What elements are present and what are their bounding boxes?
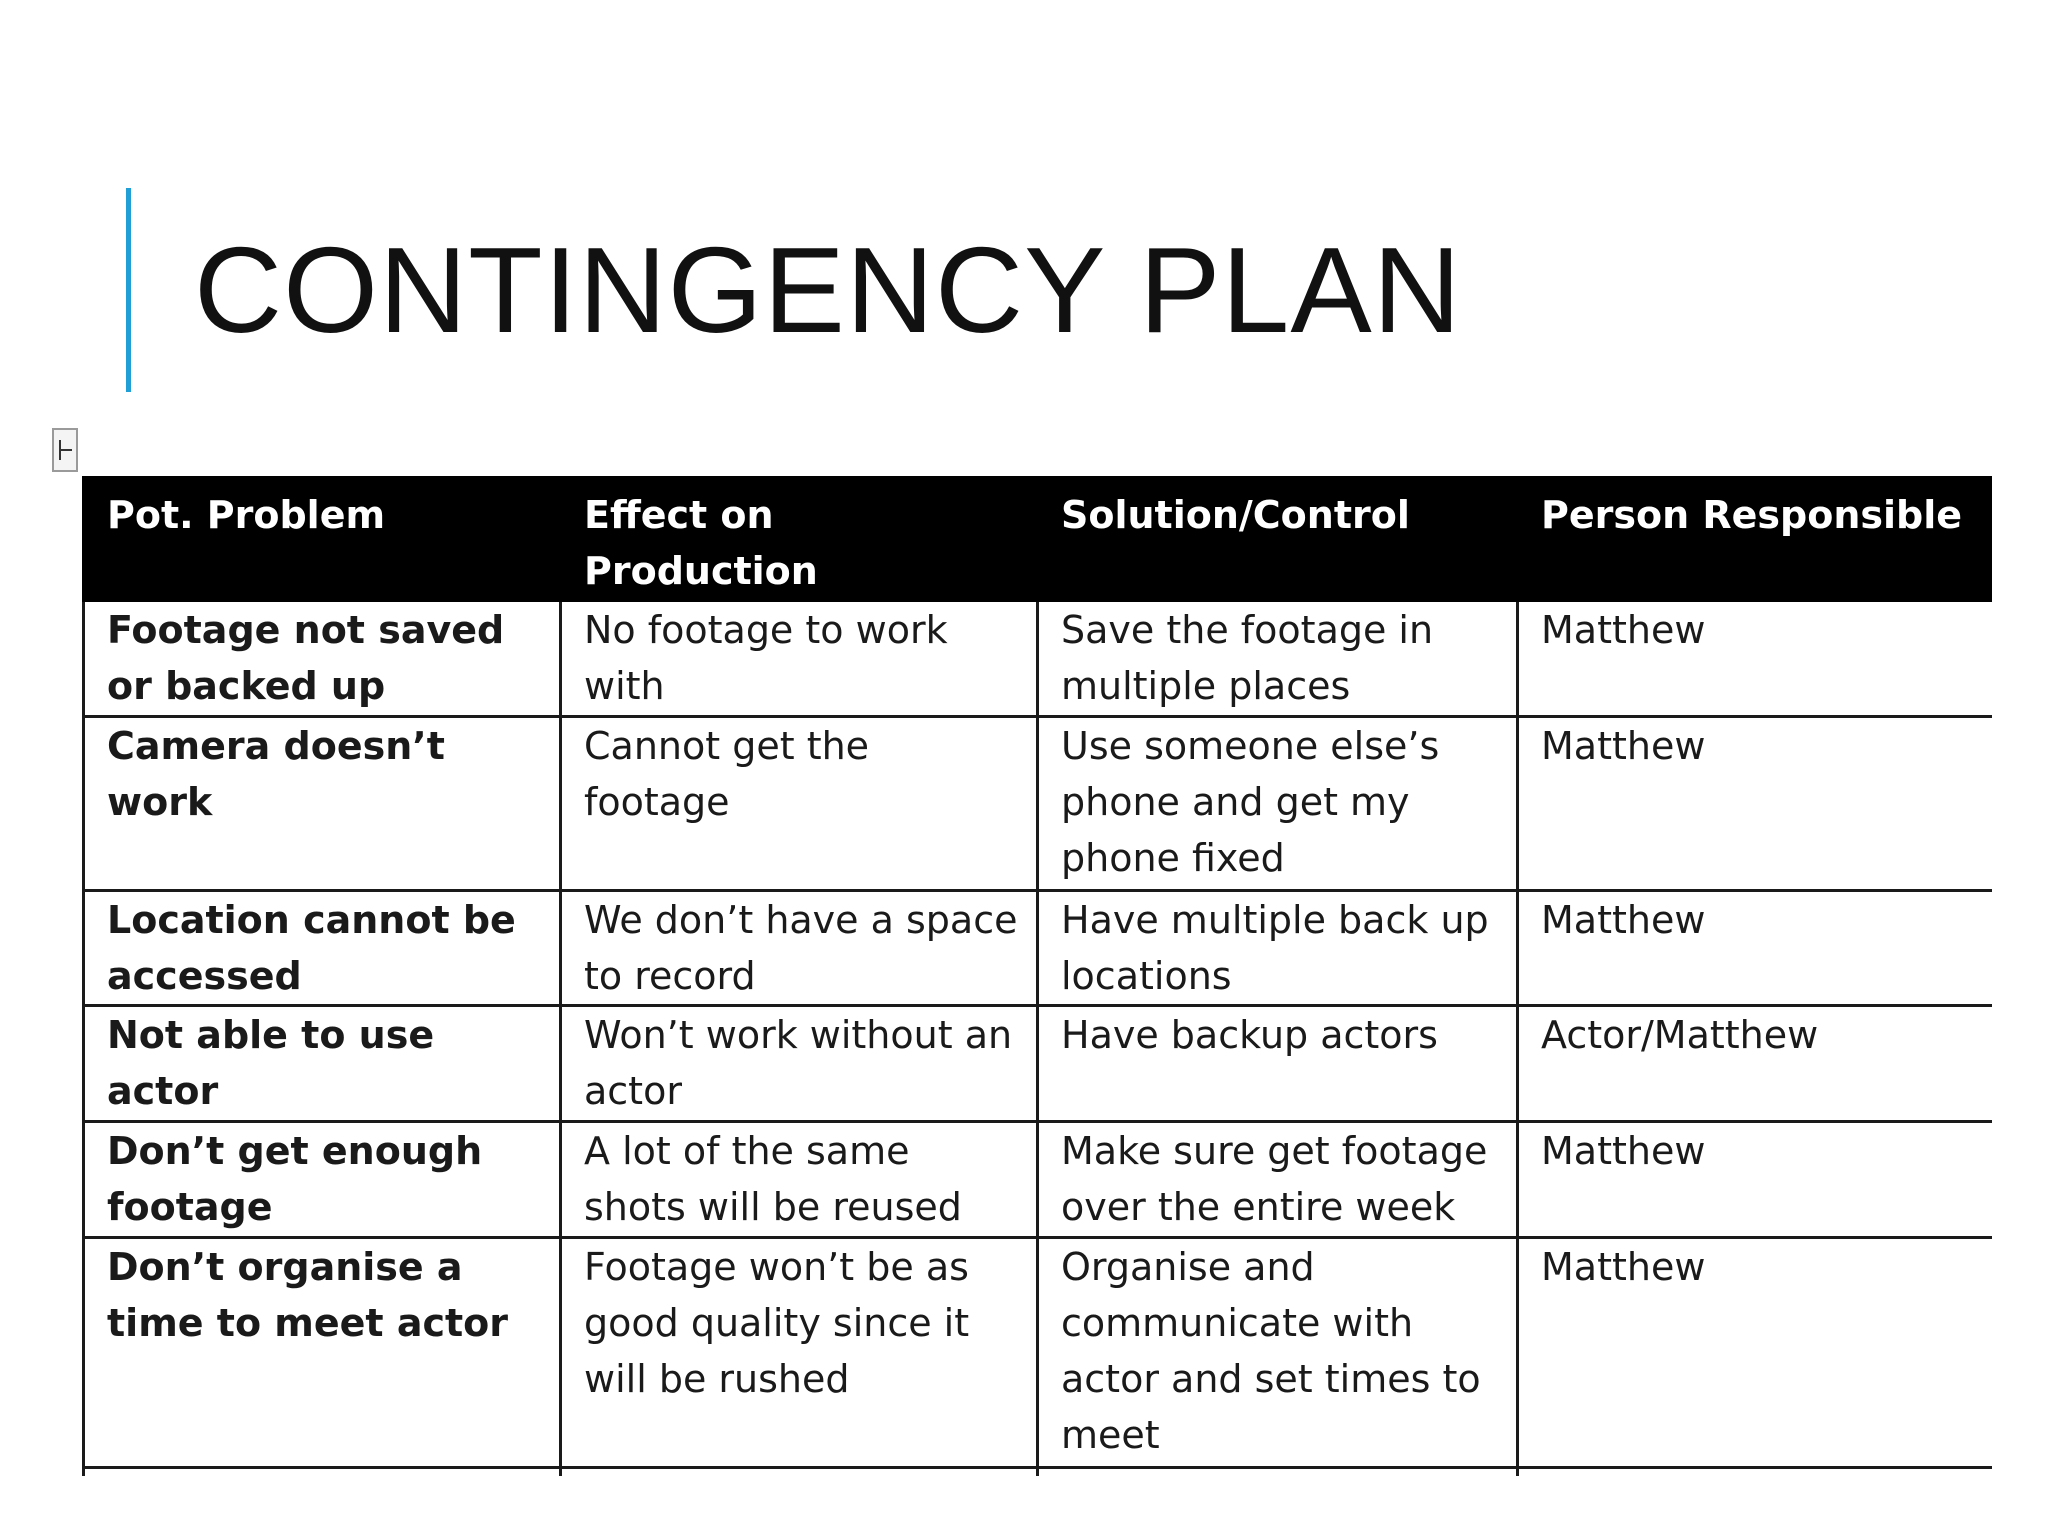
person-cell: Matthew (1518, 717, 1993, 891)
problem-cell: Footage not saved or backed up (84, 601, 561, 717)
problem-cell: Camera doesn’t work (84, 717, 561, 891)
person-cell: Matthew (1518, 1122, 1993, 1238)
solution-cell: Organise and communicate with actor and set times to meet (1038, 1238, 1518, 1468)
table-row-partial (84, 1468, 1993, 1477)
header-effect-on-production: Effect on Production (561, 478, 1038, 601)
table-row (84, 717, 1993, 891)
effect-cell: No footage to work with (561, 601, 1038, 717)
effect-cell: Won’t work without an actor (561, 1006, 1038, 1122)
move-handle-icon (56, 438, 76, 462)
person-cell: Matthew (1518, 891, 1993, 1006)
contingency-table (82, 476, 1992, 1476)
contingency-table-container (82, 476, 1992, 1476)
title-accent-bar (126, 188, 131, 392)
problem-cell: Not able to use actor (84, 1006, 561, 1122)
effect-cell: Footage won’t be as good quality since it will be rushed (561, 1238, 1038, 1468)
header-pot-problem: Pot. Problem (84, 478, 561, 601)
effect-cell: We don’t have a space to record (561, 891, 1038, 1006)
table-row (84, 1238, 1993, 1468)
solution-cell: Have multiple back up locations (1038, 891, 1518, 1006)
solution-cell: Make sure get footage over the entire week (1038, 1122, 1518, 1238)
table-row (84, 601, 1993, 717)
solution-cell: Use someone else’s phone and get my phone fixed (1038, 717, 1518, 891)
person-cell: Matthew (1518, 601, 1993, 717)
problem-cell: Location cannot be accessed (84, 891, 561, 1006)
solution-cell: Have backup actors (1038, 1006, 1518, 1122)
slide-title: CONTINGENCY PLAN (194, 222, 1462, 358)
effect-cell: Cannot get the footage (561, 717, 1038, 891)
table-row (84, 1122, 1993, 1238)
person-cell: Actor/Matthew (1518, 1006, 1993, 1122)
solution-cell: Save the footage in multiple places (1038, 601, 1518, 717)
table-row (84, 1006, 1993, 1122)
table-row (84, 891, 1993, 1006)
header-person-responsible: Person Responsible (1518, 478, 1993, 601)
problem-cell: Don’t get enough footage (84, 1122, 561, 1238)
empty-cell (1518, 1468, 1993, 1477)
table-header-row (84, 478, 1993, 601)
header-solution-control: Solution/Control (1038, 478, 1518, 601)
problem-cell: Don’t organise a time to meet actor (84, 1238, 561, 1468)
empty-cell (84, 1468, 561, 1477)
empty-cell (1038, 1468, 1518, 1477)
empty-cell (561, 1468, 1038, 1477)
person-cell: Matthew (1518, 1238, 1993, 1468)
table-move-handle[interactable] (52, 428, 78, 472)
effect-cell: A lot of the same shots will be reused (561, 1122, 1038, 1238)
